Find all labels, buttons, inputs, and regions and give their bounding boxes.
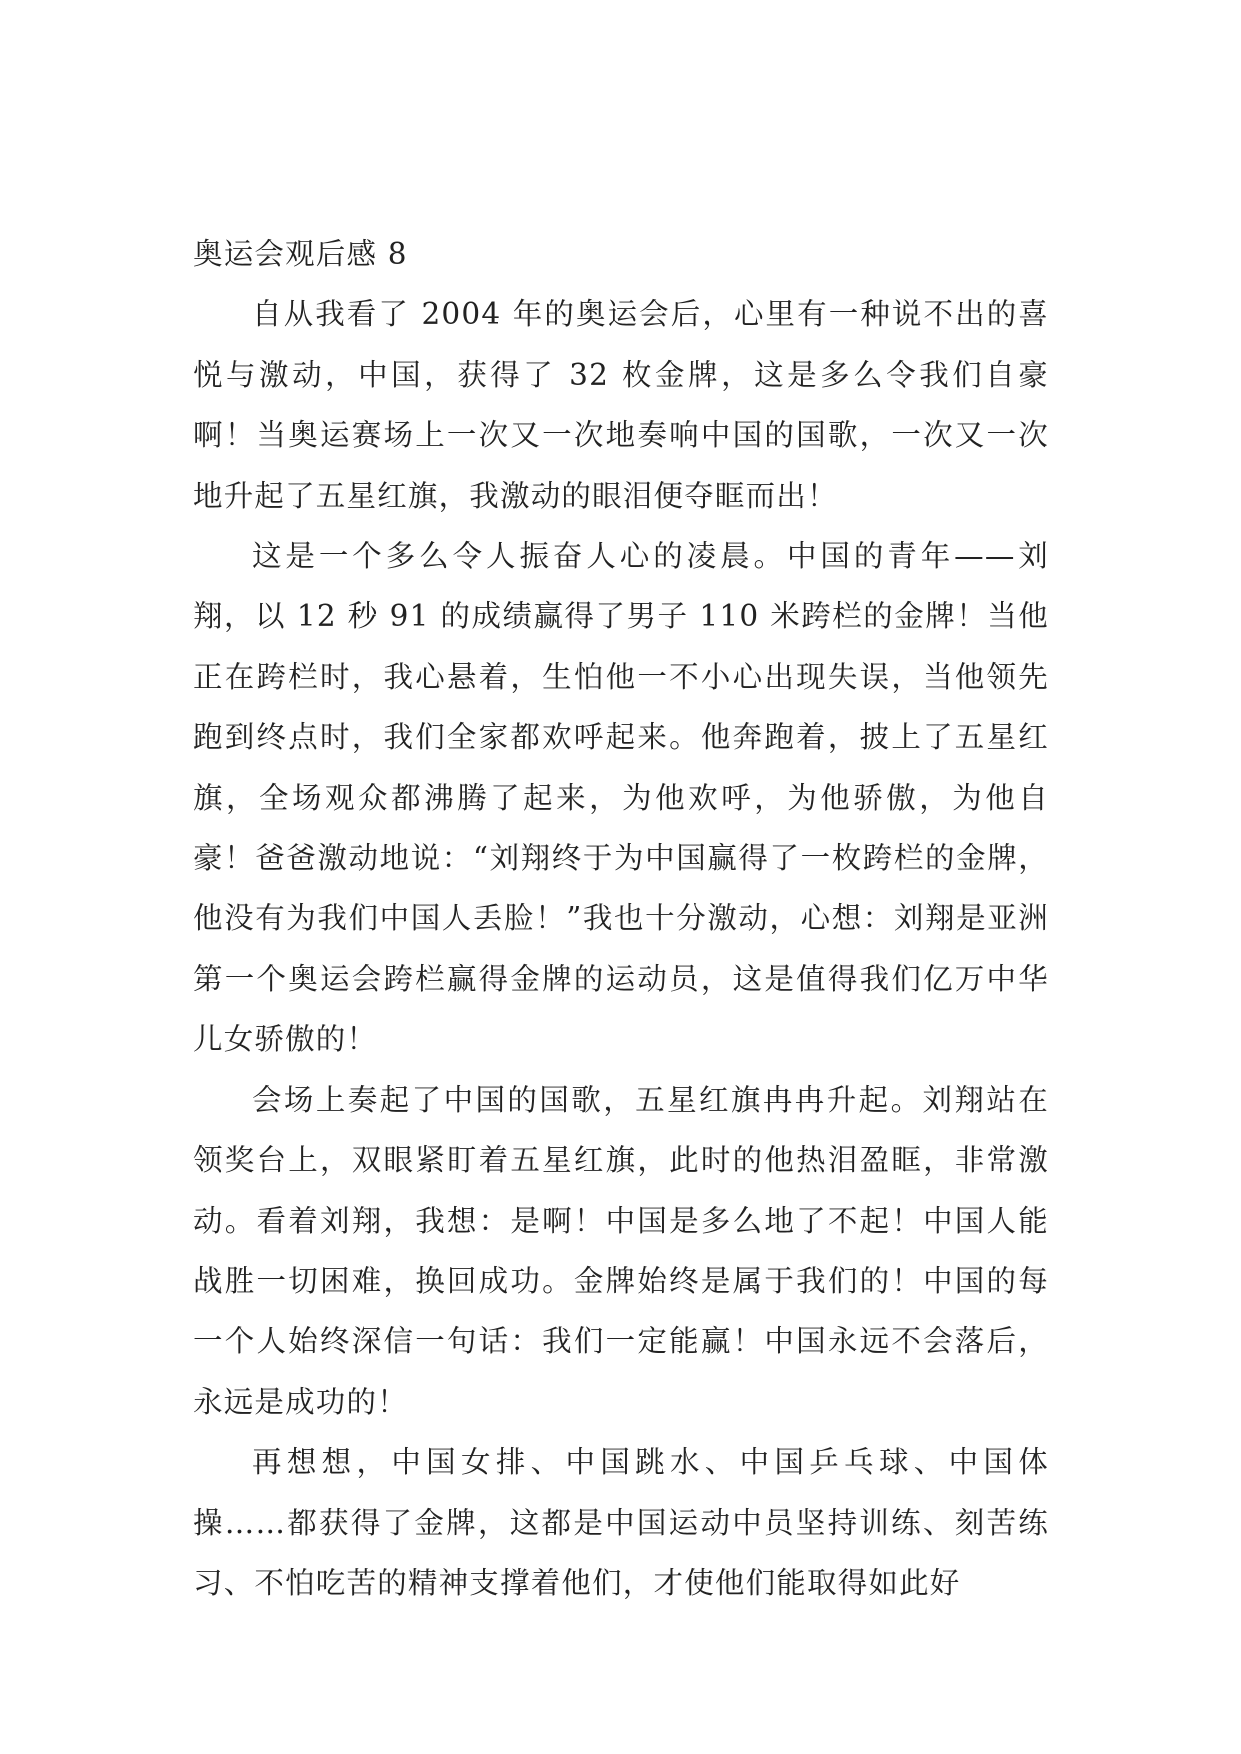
paragraph-2: 这是一个多么令人振奋人心的凌晨。中国的青年——刘翔，以 12 秒 91 的成绩赢得了男子 110 米跨栏的金牌！当他正在跨栏时，我心悬着，生怕他一不小心出现失误，当他领先跑到终点时，我们全家都欢呼起来。他奔跑着，披上了五星红旗，全场观众都沸腾了起来，为他欢呼，为他骄傲，为他自豪！爸爸激动地说：“刘翔终于为中国赢得了一枚跨栏的金牌，他没有为我们中国人丢脸！”我也十分激动，心想：刘翔是亚洲第一个奥运会跨栏赢得金牌的运动员，这是值得我们亿万中华儿女骄傲的！ <box>193 539 1049 1057</box>
paragraph-3: 会场上奏起了中国的国歌，五星红旗冉冉升起。刘翔站在领奖台上，双眼紧盯着五星红旗，此时的他热泪盈眶，非常激动。看着刘翔，我想：是啊！中国是多么地了不起！中国人能战胜一切困难，换回成功。金牌始终是属于我们的！中国的每一个人始终深信一句话：我们一定能赢！中国永远不会落后，永远是成功的！ <box>193 1082 1049 1419</box>
paragraph-4: 再想想，中国女排、中国跳水、中国乒乓球、中国体操……都获得了金牌，这都是中国运动中员坚持训练、刻苦练习、不怕吃苦的精神支撑着他们，才使他们能取得如此好 <box>193 1445 1049 1600</box>
document-title: 奥运会观后感 8 <box>193 237 408 271</box>
paragraph-1: 自从我看了 2004 年的奥运会后，心里有一种说不出的喜悦与激动，中国，获得了 32 枚金牌，这是多么令我们自豪啊！当奥运赛场上一次又一次地奏响中国的国歌，一次又一次地升起了五星红旗，我激动的眼泪便夺眶而出！ <box>193 297 1049 513</box>
document-body <box>193 224 1049 1613</box>
